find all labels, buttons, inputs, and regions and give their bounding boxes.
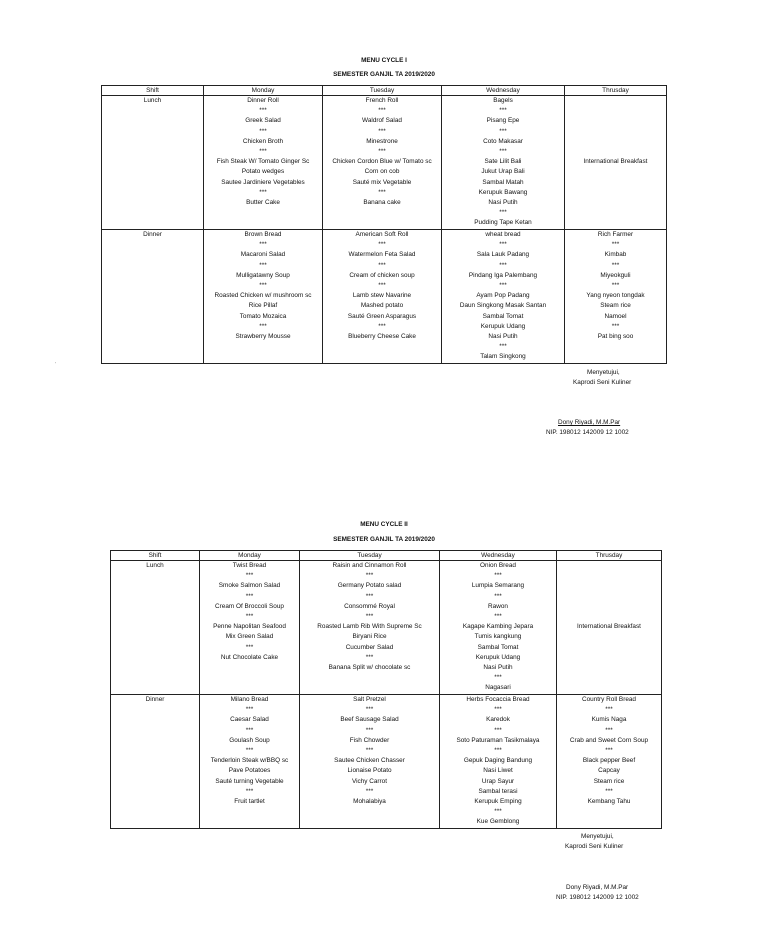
course-separator: ***	[494, 572, 502, 580]
menu-item: Sauté Green Asparagus	[347, 312, 417, 320]
menu-item: Sambal Tomat	[477, 643, 519, 651]
table-header-row	[111, 551, 662, 561]
approval-label: Menyetujui,	[587, 369, 620, 376]
menu-item: Sauté mix Vegetable	[352, 178, 412, 186]
menu-item: Chicken Cordon Blue w/ Tomato sc	[332, 158, 432, 166]
approval-role: Kaprodi Seni Kuliner	[565, 843, 624, 850]
menu-item: Capcay	[598, 767, 620, 775]
menu-item: Sambal terasi	[478, 787, 518, 795]
menu-item: Onion Bread	[480, 562, 516, 569]
menu-item: Vichy Carrot	[351, 777, 388, 785]
course-separator: ***	[494, 613, 502, 621]
approval-role: Kaprodi Seni Kuliner	[573, 379, 632, 386]
header-tuesday: Tuesday	[300, 551, 440, 561]
course-separator: ***	[245, 643, 254, 651]
course-separator: ***	[499, 127, 507, 135]
menu-item: International Breakfast	[577, 623, 641, 631]
table-row-dinner	[111, 695, 662, 829]
menu-item: Kimbab	[604, 251, 627, 259]
menu-item: Lamb stew Navarine	[352, 292, 412, 300]
signatory-name: Dony Riyadi, M.M.Par	[566, 884, 629, 891]
menu-item: Nasi Putih	[488, 199, 518, 207]
menu-item: Cream of chicken soup	[349, 271, 415, 279]
menu-item: Rich Farmer	[597, 231, 634, 238]
menu-item: Kue Gemblong	[476, 818, 520, 826]
menu-item: Nasi Putih	[483, 664, 513, 672]
menu-item: Karedok	[486, 716, 510, 724]
menu-item: Lumpia Semarang	[471, 582, 525, 590]
course-separator: ***	[605, 747, 613, 755]
menu-item: Watermelon Feta Salad	[348, 251, 416, 259]
menu-item: Tenderloin Steak w/BBQ sc	[210, 757, 289, 765]
menu-cell	[442, 230, 565, 364]
menu-item: Banana Split w/ chocolate sc	[328, 664, 411, 672]
signature-block-1	[546, 418, 686, 438]
menu-item: Black pepper Beef	[582, 757, 636, 765]
course-separator: ***	[378, 127, 386, 135]
course-separator: ***	[365, 572, 374, 580]
menu-item: Kerupuk Emping	[474, 798, 522, 806]
menu-item: Kerupuk Udang	[475, 653, 521, 661]
menu-cell	[204, 230, 323, 364]
menu-item: Fruit tartlet	[234, 798, 265, 806]
header-wednesday: Wednesday	[440, 551, 557, 561]
menu-item: Twist Bread	[232, 562, 267, 569]
signature-block-2	[556, 883, 696, 903]
course-separator: ***	[494, 808, 502, 816]
header-monday: Monday	[204, 86, 323, 96]
menu-item: Fish Chowder	[349, 736, 390, 744]
shift-cell	[111, 561, 200, 695]
menu-item: Pave Potatoes	[228, 767, 271, 775]
shift-cell	[111, 695, 200, 829]
menu-item: Crab and Sweet Corn Soup	[569, 736, 649, 744]
menu-item: Rice Pillaf	[248, 302, 278, 310]
table-row-dinner	[102, 230, 667, 364]
menu-item: Sate Lilit Bali	[484, 158, 522, 166]
menu-item: Pisang Epe	[486, 117, 520, 125]
menu-item: Caesar Salad	[230, 716, 269, 724]
menu-cycle-2-table	[110, 550, 662, 829]
menu-item: Pindang Iga Palembang	[468, 271, 538, 279]
course-separator: ***	[365, 787, 374, 795]
menu-item: Goulash Soup	[229, 736, 270, 744]
menu-cell	[557, 695, 662, 829]
menu-item: Mashed potato	[360, 302, 404, 310]
course-separator: ***	[499, 282, 507, 290]
menu-item: Mohalabiya	[353, 798, 386, 806]
course-separator: ***	[499, 209, 507, 217]
course-separator: ***	[499, 148, 507, 156]
menu-item: Herbs Focaccia Bread	[466, 696, 530, 703]
menu-cell	[300, 561, 440, 695]
menu-item: Pat bing soo	[597, 333, 634, 341]
header-tuesday: Tuesday	[323, 86, 442, 96]
menu-item: Kerupuk Udang	[480, 322, 526, 330]
course-separator: ***	[245, 747, 254, 755]
menu-item: Soto Paturaman Tasikmalaya	[456, 736, 540, 744]
header-monday: Monday	[200, 551, 300, 561]
menu-item: wheat bread	[485, 231, 521, 238]
menu-item: Tumis kangkung	[474, 633, 522, 641]
course-separator: ***	[245, 726, 254, 734]
table-row-lunch	[111, 561, 662, 695]
course-separator: ***	[259, 241, 267, 249]
menu-cell	[557, 561, 662, 695]
menu-item: Roasted Lamb Rib With Supreme Sc	[317, 623, 422, 631]
course-separator: ***	[605, 706, 613, 714]
menu-item: Mix Green Salad	[225, 633, 274, 641]
menu-item: American Soft Roll	[355, 231, 409, 238]
menu-item: Waldrof Salad	[362, 117, 402, 125]
menu-item: Jukut Urap Bali	[481, 168, 525, 176]
menu-item: Fish Steak W/ Tomato Ginger Sc	[216, 158, 310, 166]
approval-block-2	[565, 832, 685, 852]
menu-item: Roasted Chicken w/ mushroom sc	[214, 292, 312, 300]
menu-cell	[565, 230, 667, 364]
shift-label: Dinner	[143, 231, 162, 238]
menu-item: Kembang Tahu	[587, 798, 631, 806]
menu-item: Raisin and Cinnamon Roll	[332, 562, 407, 569]
menu-item: Cream Of Broccoli Soup	[215, 602, 284, 610]
header-shift: Shift	[111, 551, 200, 561]
course-separator: ***	[365, 613, 374, 621]
menu-cell	[200, 561, 300, 695]
course-separator: ***	[245, 592, 254, 600]
menu-item: Urap Sayur	[481, 777, 515, 785]
menu-item: Coto Makasar	[483, 137, 523, 145]
menu-item: French Roll	[365, 97, 399, 104]
menu-item: Bagels	[493, 97, 513, 104]
course-separator: ***	[259, 107, 267, 115]
menu-item: Greek Salad	[245, 117, 281, 125]
course-separator: ***	[605, 787, 613, 795]
menu-item: Minestrone	[366, 137, 398, 145]
menu-item: Sauté turning Vegetable	[215, 777, 284, 785]
table-header-row	[102, 86, 667, 96]
course-separator: ***	[259, 261, 267, 269]
signatory-nip: NIP. 198012 142009 12 1002	[546, 429, 629, 436]
menu-item: Talam Singkong	[480, 353, 526, 361]
header-thursday: Thrusday	[557, 551, 662, 561]
menu-item: Pudding Tape Ketan	[474, 219, 532, 227]
menu-item: Steam rice	[600, 302, 631, 310]
menu-item: Sambal Matah	[482, 178, 524, 186]
menu-item: Steam rice	[593, 777, 625, 785]
menu-item: Country Roll Bread	[582, 696, 636, 703]
menu-item: Namoel	[604, 312, 627, 320]
approval-block-1	[573, 368, 693, 388]
menu-item: Nasi Liwet	[483, 767, 513, 775]
menu-item: Nut Chocolate Cake	[220, 653, 279, 661]
menu-item: Cucumber Salad	[345, 643, 394, 651]
table-row-lunch	[102, 96, 667, 230]
course-separator: ***	[259, 148, 267, 156]
course-separator: ***	[365, 653, 374, 661]
menu-item: Chicken Broth	[242, 137, 284, 145]
menu-item: Lionaise Potato	[347, 767, 392, 775]
menu-item: Brown Bread	[244, 231, 282, 238]
course-separator: ***	[499, 241, 507, 249]
course-separator: ***	[494, 706, 502, 714]
menu-item: Kagape Kambing Jepara	[462, 623, 534, 631]
menu-cell	[323, 96, 442, 230]
menu-item: Corn on cob	[364, 168, 400, 176]
course-separator: ***	[245, 572, 254, 580]
menu-item: Smoke Salmon Salad	[218, 582, 281, 590]
course-separator: ***	[365, 592, 374, 600]
menu-item: Potato wedges	[241, 168, 285, 176]
menu-cell	[200, 695, 300, 829]
course-separator: ***	[378, 282, 386, 290]
course-separator: ***	[378, 188, 386, 196]
course-separator: ***	[378, 241, 386, 249]
course-separator: ***	[245, 706, 254, 714]
menu-item: Beef Sausage Salad	[340, 716, 399, 724]
course-separator: ***	[378, 148, 386, 156]
menu-item: Yang nyeon tongdak	[586, 292, 645, 300]
menu-item: Sala Lauk Padang	[476, 251, 530, 259]
menu-cell	[440, 695, 557, 829]
course-separator: ***	[611, 282, 620, 290]
menu-item: Sautee Jardiniere Vegetables	[221, 178, 305, 186]
menu-item: Miyeokguli	[600, 271, 631, 279]
course-separator: ***	[494, 726, 502, 734]
course-separator: ***	[611, 241, 620, 249]
signatory-name: Dony Riyadi, M.M.Par	[558, 419, 621, 426]
cycle-1-title: MENU CYCLE I	[361, 57, 407, 64]
menu-item: Nasi Putih	[488, 333, 518, 341]
cycle-2-semester: SEMESTER GANJIL TA 2019/2020	[333, 536, 435, 543]
menu-item: Germany Potato salad	[337, 582, 402, 590]
menu-item: Tomato Mozaica	[239, 312, 287, 320]
menu-cycle-1-table	[101, 85, 667, 364]
course-separator: ***	[245, 613, 254, 621]
menu-item: Sautee Chicken Chasser	[334, 757, 405, 765]
menu-cell	[300, 695, 440, 829]
course-separator: ***	[365, 706, 374, 714]
course-separator: ***	[605, 726, 613, 734]
shift-cell	[102, 230, 204, 364]
course-separator: ***	[378, 322, 386, 330]
menu-item: Penne Napolitan Seafood	[213, 623, 286, 631]
menu-item: Butter Cake	[246, 199, 280, 207]
menu-item: Banana cake	[363, 199, 401, 207]
menu-item: Rawon	[488, 602, 508, 610]
course-separator: ***	[378, 261, 386, 269]
menu-item: Dinner Roll	[247, 97, 279, 104]
course-separator: ***	[259, 188, 267, 196]
menu-item: Nagasari	[485, 684, 511, 692]
menu-item: Kerupuk Bawang	[478, 188, 528, 196]
menu-item: Ayam Pop Padang	[476, 292, 530, 300]
menu-item: Daun Singkong Masak Santan	[459, 302, 547, 310]
header-shift: Shift	[102, 86, 204, 96]
course-separator: ***	[499, 107, 507, 115]
header-wednesday: Wednesday	[442, 86, 565, 96]
menu-item: Macaroni Salad	[240, 251, 286, 259]
course-separator: ***	[494, 592, 502, 600]
menu-cell	[204, 96, 323, 230]
course-separator: ***	[611, 322, 620, 330]
menu-cell	[442, 96, 565, 230]
menu-cell	[565, 96, 667, 230]
course-separator: ***	[259, 322, 267, 330]
signatory-nip: NIP. 198012 142009 12 1002	[556, 894, 639, 901]
shift-label: Lunch	[143, 97, 162, 104]
menu-item: International Breakfast	[583, 158, 648, 166]
course-separator: ***	[494, 674, 502, 682]
course-separator: ***	[245, 787, 254, 795]
shift-label: Dinner	[145, 696, 165, 703]
menu-cell	[323, 230, 442, 364]
menu-item: Sambal Tomat	[482, 312, 524, 320]
menu-item: Strawberry Mousse	[235, 333, 291, 341]
menu-item: Gepuk Daging Bandung	[463, 757, 533, 765]
menu-item: Salt Pretzel	[353, 696, 386, 703]
course-separator: ***	[378, 107, 386, 115]
course-separator: ***	[494, 747, 502, 755]
course-separator: ***	[499, 261, 507, 269]
menu-item: Consommé Royal	[344, 602, 395, 610]
header-thursday: Thrusday	[565, 86, 667, 96]
course-separator: ***	[611, 261, 620, 269]
shift-cell	[102, 96, 204, 230]
course-separator: ***	[499, 343, 507, 351]
menu-item: Biryani Rice	[352, 633, 387, 641]
cycle-1-semester: SEMESTER GANJIL TA 2019/2020	[333, 71, 435, 78]
course-separator: ***	[259, 282, 267, 290]
stray-mark: '	[55, 362, 56, 368]
shift-label: Lunch	[146, 562, 164, 569]
course-separator: ***	[259, 127, 267, 135]
cycle-2-title: MENU CYCLE II	[360, 521, 408, 528]
menu-item: Blueberry Cheese Cake	[348, 333, 416, 341]
course-separator: ***	[365, 747, 374, 755]
approval-label: Menyetujui,	[581, 833, 614, 840]
menu-item: Kumis Naga	[591, 716, 627, 724]
menu-item: Milano Bread	[230, 696, 269, 703]
menu-item: Mulligatawny Soup	[236, 271, 290, 279]
menu-cell	[440, 561, 557, 695]
course-separator: ***	[365, 726, 374, 734]
